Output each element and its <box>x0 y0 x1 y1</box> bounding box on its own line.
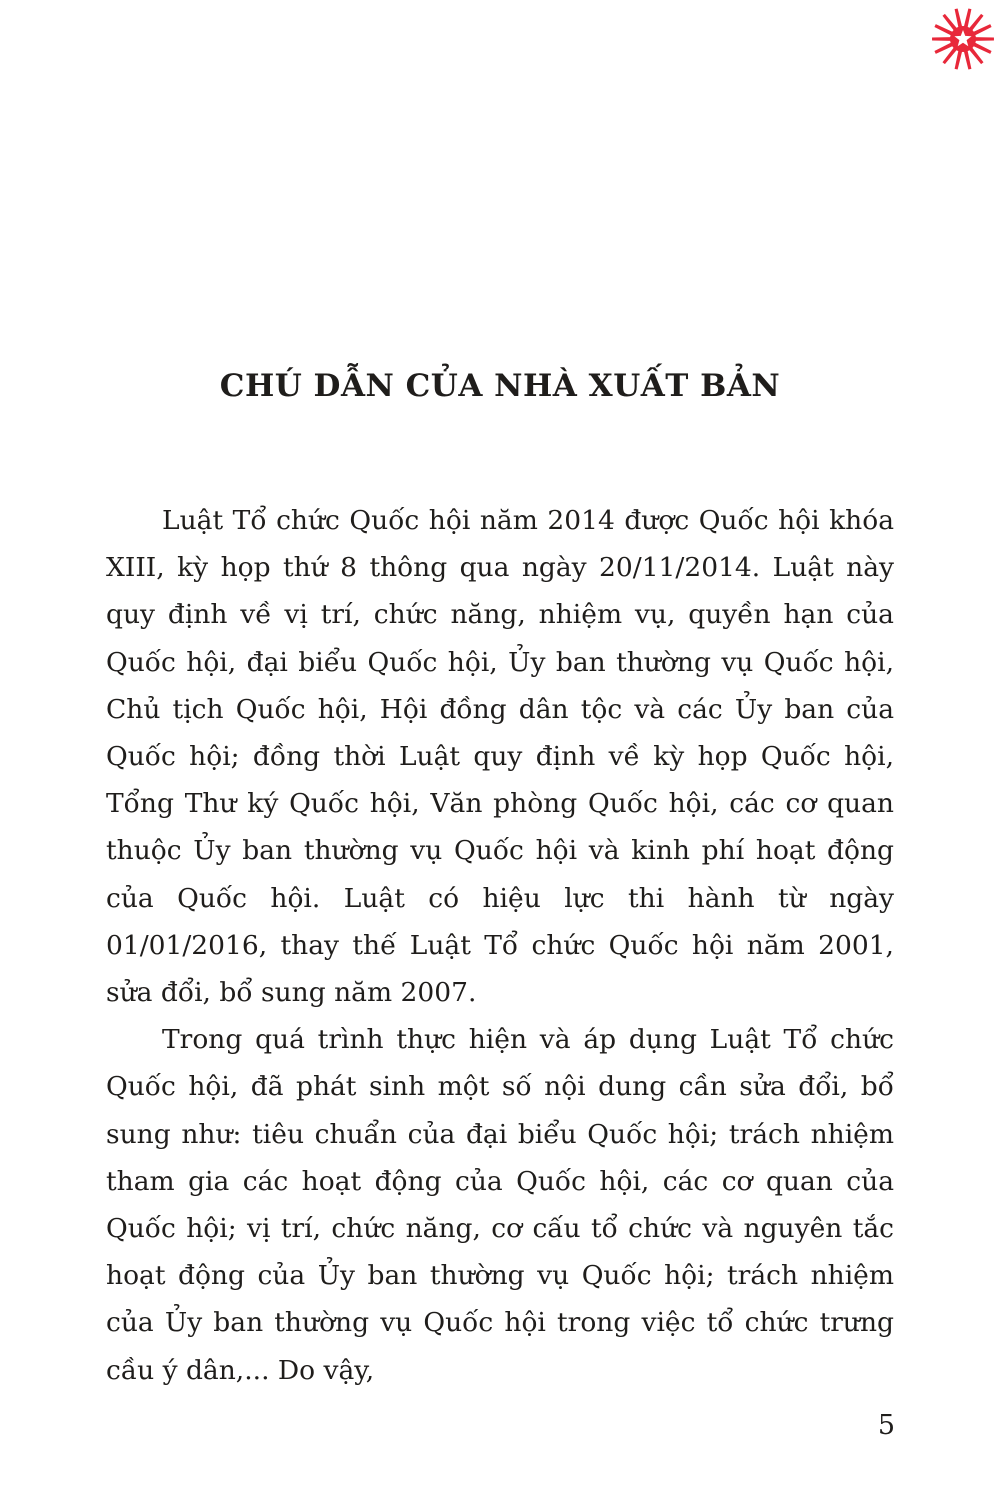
logo-ray <box>964 8 972 27</box>
publisher-star-logo-icon <box>930 6 996 72</box>
logo-ray <box>932 37 951 41</box>
paragraph-2: Trong quá trình thực hiện và áp dụng Luật Tổ chức Quốc hội, đã phát sinh một số nội dung cần sửa đổi, bổ sung như: tiêu chuẩn của đại biểu Quốc hội; trách nhiệm tham gia các hoạt động của Quốc hội, các cơ quan của Quốc hội; vị trí, chức năng, cơ cấu tổ chức và nguyên tắc hoạt động của Ủy ban thường vụ Quốc hội; trách nhiệm của Ủy ban thường vụ Quốc hội trong việc tổ chức trưng cầu ý dân,... Do vậy, <box>106 1024 894 1386</box>
publisher-logo-icon <box>930 6 996 72</box>
logo-ray <box>964 50 972 69</box>
logo-ray <box>975 37 994 41</box>
page-number: 5 <box>877 1410 895 1441</box>
logo-ray <box>955 8 963 27</box>
paragraph-1: Luật Tổ chức Quốc hội năm 2014 được Quốc hội khóa XIII, kỳ họp thứ 8 thông qua ngày 20/11/2014. Luật này quy định về vị trí, chức năng, nhiệm vụ, quyền hạn của Quốc hội, đại biểu Quốc hội, Ủy ban thường vụ Quốc hội, Chủ tịch Quốc hội, Hội đồng dân tộc và các Ủy ban của Quốc hội; đồng thời Luật quy định về kỳ họp Quốc hội, Tổng Thư ký Quốc hội, Văn phòng Quốc hội, các cơ quan thuộc Ủy ban thường vụ Quốc hội và kinh phí hoạt động của Quốc hội. Luật có hiệu lực thi hành từ ngày 01/01/2016, thay thế Luật Tổ chức Quốc hội năm 2001, sửa đổi, bổ sung năm 2007. <box>106 505 894 1009</box>
page-title: CHÚ DẪN CỦA NHÀ XUẤT BẢN <box>219 368 781 404</box>
logo-ray <box>955 50 963 69</box>
body-text <box>106 497 894 1394</box>
